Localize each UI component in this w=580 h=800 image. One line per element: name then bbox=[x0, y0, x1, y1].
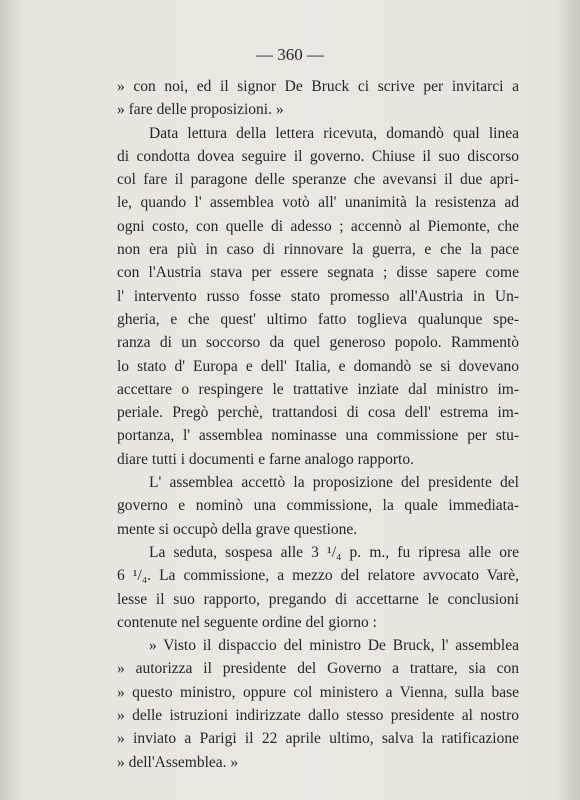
text-line: » fare delle proposizioni. » bbox=[117, 101, 284, 119]
text-line: » inviato a Parigi il 22 aprile ultimo, salva la ratificazione bbox=[117, 730, 519, 748]
text-line: non era più in caso di rinnovare la guerra, e che la pace bbox=[117, 241, 519, 259]
text-line: mente si occupò della grave questione. bbox=[117, 520, 358, 538]
text-line: periale. Pregò perchè, trattandosi di cosa dell' estrema im- bbox=[117, 404, 519, 422]
text-line: » dell'Assemblea. » bbox=[117, 753, 239, 771]
text-line: » questo ministro, oppure col ministero a Vienna, sulla base bbox=[117, 683, 519, 701]
text-line: lesse il suo rapporto, pregando di accettarne le conclusioni bbox=[117, 590, 519, 608]
text-line: Data lettura della lettera ricevuta, domandò qual linea bbox=[149, 124, 519, 142]
text-line: contenute nel seguente ordine del giorno : bbox=[117, 613, 377, 631]
text-line: l' intervento russo fosse stato promesso all'Austria in Un- bbox=[117, 287, 519, 305]
text-line: accettare o respingere le trattative inziate dal ministro im- bbox=[117, 380, 519, 398]
body-text bbox=[117, 75, 519, 774]
text-line: col fare il paragone delle speranze che avevansi il due apri- bbox=[117, 171, 519, 189]
text-line: » delle istruzioni indirizzate dallo stesso presidente al nostro bbox=[117, 707, 519, 725]
text-line: di condotta dovea seguire il governo. Chiuse il suo discorso bbox=[117, 147, 519, 165]
text-line: La seduta, sospesa alle 3 ¹/₄ p. m., fu ripresa alle ore bbox=[149, 543, 519, 561]
text-line: gheria, e che quest' ultimo fatto toglieva qualunque spe- bbox=[117, 310, 519, 328]
text-line: » con noi, ed il signor De Bruck ci scrive per invitarci a bbox=[117, 78, 519, 95]
text-line: portanza, l' assemblea nominasse una commissione per stu- bbox=[117, 427, 519, 445]
text-line: diare tutti i documenti e farne analogo rapporto. bbox=[117, 450, 414, 468]
text-line: con l'Austria stava per essere segnata ; disse sapere come bbox=[117, 264, 519, 282]
page-number: — 360 — bbox=[256, 45, 324, 64]
text-line: 6 ¹/₄. La commissione, a mezzo del relatore avvocato Varè, bbox=[117, 567, 519, 585]
text-line: L' assemblea accettò la proposizione del presidente del bbox=[149, 474, 519, 492]
text-line: lo stato d' Europa e dell' Italia, e domandò se si dovevano bbox=[117, 357, 519, 375]
text-line: governo e nominò una commissione, la quale immediata- bbox=[117, 497, 519, 515]
text-line: ranza di un soccorso da quel generoso popolo. Rammentò bbox=[117, 334, 519, 352]
text-line: le, quando l' assemblea votò all' unanimità la resistenza ad bbox=[117, 194, 519, 212]
text-line: » Visto il dispaccio del ministro De Bruck, l' assemblea bbox=[149, 637, 519, 655]
text-line: » autorizza il presidente del Governo a trattare, sia con bbox=[117, 660, 519, 678]
text-line: ogni costo, con quelle di adesso ; accennò al Piemonte, che bbox=[117, 217, 519, 235]
